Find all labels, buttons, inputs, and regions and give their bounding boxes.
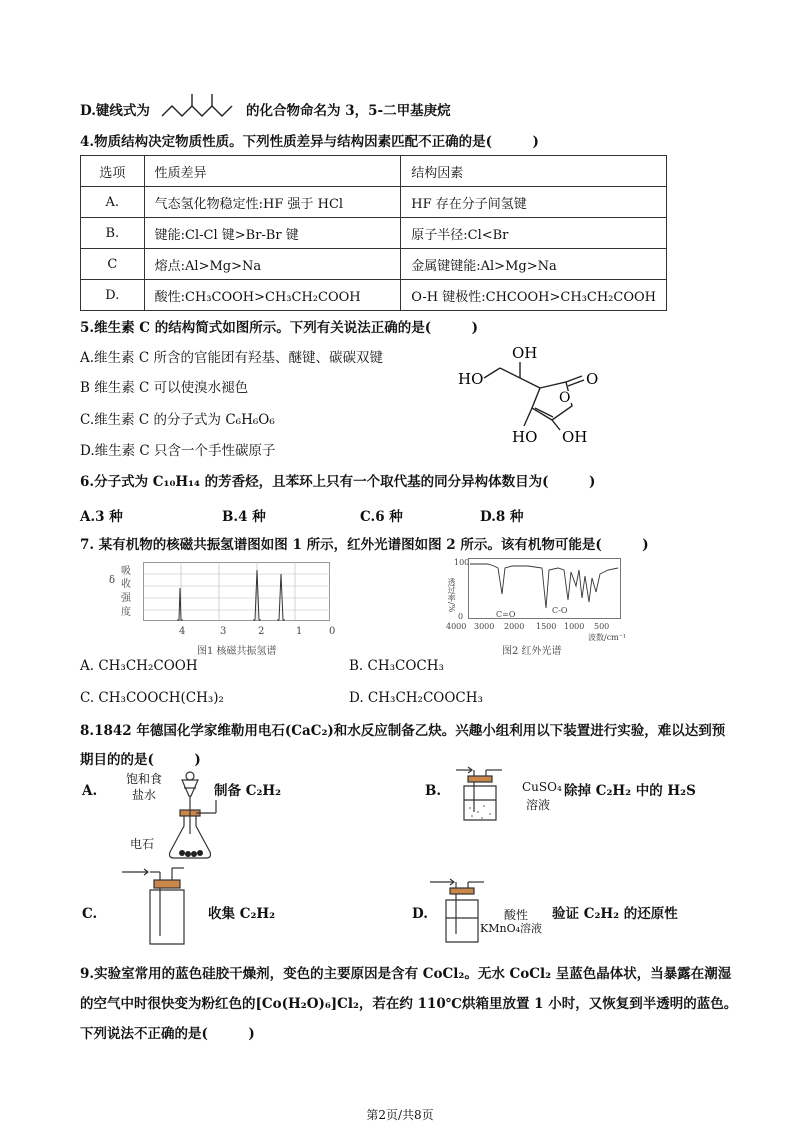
q7-option-c: C. CH₃COOCH(CH₃)₂ xyxy=(80,690,224,706)
nmr-delta-label: δ xyxy=(109,575,116,586)
table-row xyxy=(81,218,667,249)
nmr-ylabel-char: 强 xyxy=(121,593,131,604)
ir-y-top: 100 xyxy=(454,558,470,567)
struct-label: OH xyxy=(512,344,538,362)
q8-d-reagent1: 酸性 xyxy=(504,908,529,922)
table-cell: HF 存在分子间氢键 xyxy=(401,187,667,218)
nmr-ylabel-char: 收 xyxy=(121,579,131,590)
q7-option-b: B. CH₃COCH₃ xyxy=(349,658,444,674)
nmr-spectrum-plot xyxy=(143,562,343,626)
q8-a-reagent2: 盐水 xyxy=(132,788,157,802)
q8-c-desc: 收集 C₂H₂ xyxy=(208,906,276,922)
table-cell: 酸性:CH₃COOH>CH₃CH₂COOH xyxy=(144,280,401,311)
q8-c-letter: C. xyxy=(82,906,98,922)
q8-d-desc: 验证 C₂H₂ 的还原性 xyxy=(552,906,678,922)
ir-tick-label: 1500 xyxy=(536,622,557,631)
ir-xlabel: 波数/cm⁻¹ xyxy=(588,633,627,642)
table-cell: 气态氢化物稳定性:HF 强于 HCl xyxy=(144,187,401,218)
q5-option-b: B 维生素 C 可以使溴水褪色 xyxy=(80,380,249,396)
q3d-prefix: D.键线式为 xyxy=(80,103,150,119)
table-header-row xyxy=(81,156,667,187)
nmr-caption: 图1 核磁共振氢谱 xyxy=(197,646,277,657)
struct-label: O xyxy=(559,390,571,406)
q8-stem-line1: 8.1842 年德国化学家维勒用电石(CaC₂)和水反应制备乙炔。兴趣小组利用以下装置进行实验，难以达到预 xyxy=(80,723,726,739)
ir-tick-label: 2000 xyxy=(504,622,525,631)
vitamin-c-structure-icon xyxy=(448,338,618,450)
table-cell: C xyxy=(81,249,145,280)
skeletal-formula-icon xyxy=(160,92,238,128)
nmr-tick-label: 1 xyxy=(296,626,303,637)
q4-table xyxy=(80,155,667,311)
nmr-ylabel-char: 吸 xyxy=(121,566,131,577)
q8-a-letter: A. xyxy=(82,783,98,799)
q8-stem-line2: 期目的的是( ) xyxy=(80,752,201,768)
nmr-tick-label: 4 xyxy=(179,626,186,637)
q5-stem: 5.维生素 C 的结构简式如图所示。下列有关说法正确的是( ) xyxy=(80,320,479,336)
ir-mark-co: C=O xyxy=(496,610,516,619)
ir-tick-label: 500 xyxy=(594,622,610,631)
ir-caption: 图2 红外光谱 xyxy=(502,646,562,657)
erlenmeyer-flask-icon xyxy=(160,770,220,862)
struct-label: HO xyxy=(458,370,484,388)
table-header-cell: 结构因素 xyxy=(401,156,667,187)
q9-line1: 9.实验室常用的蓝色硅胶干燥剂，变色的主要原因是含有 CoCl₂。无水 CoCl₂ 呈蓝色晶体状，当暴露在潮湿 xyxy=(80,966,732,982)
gas-washing-bottle-icon xyxy=(452,764,522,824)
q6-option-d: D.8 种 xyxy=(480,509,524,525)
q7-stem: 7. 某有机物的核磁共振氢谱图如图 1 所示，红外光谱图如图 2 所示。该有机物可能是( ) xyxy=(80,537,649,553)
ir-mark-c-o: C-O xyxy=(552,606,568,615)
struct-label: O xyxy=(586,370,599,388)
ir-tick-label: 4000 xyxy=(446,622,467,631)
ir-tick-label: 1000 xyxy=(564,622,585,631)
table-cell: 金属键键能:Al>Mg>Na xyxy=(401,249,667,280)
q8-b-reagent1: CuSO₄ xyxy=(522,780,562,794)
q8-b-letter: B. xyxy=(425,783,442,799)
q6-option-b: B.4 种 xyxy=(222,509,266,525)
table-cell: 键能:Cl-Cl 键>Br-Br 键 xyxy=(144,218,401,249)
table-cell: 原子半径:Cl<Br xyxy=(401,218,667,249)
q8-a-solid: 电石 xyxy=(130,837,155,851)
q5-option-d: D.维生素 C 只含一个手性碳原子 xyxy=(80,443,276,459)
q6-option-c: C.6 种 xyxy=(360,509,403,525)
q8-b-desc: 除掉 C₂H₂ 中的 H₂S xyxy=(564,783,696,799)
ir-spectrum-plot xyxy=(468,558,628,622)
struct-label: OH xyxy=(562,428,588,446)
ir-ylabel: 透过率/% xyxy=(447,578,456,613)
ir-y-zero: 0 xyxy=(458,612,464,621)
q6-stem: 6.分子式为 C₁₀H₁₄ 的芳香烃，且苯环上只有一个取代基的同分异构体数目为( ) xyxy=(80,474,596,490)
table-row xyxy=(81,249,667,280)
q8-b-reagent2: 溶液 xyxy=(526,798,551,812)
table-row xyxy=(81,187,667,218)
ir-tick-label: 3000 xyxy=(474,622,495,631)
nmr-tick-label: 2 xyxy=(258,626,265,637)
table-cell: A. xyxy=(81,187,145,218)
q3d-suffix: 的化合物命名为 3，5-二甲基庚烷 xyxy=(246,103,451,119)
q8-a-desc: 制备 C₂H₂ xyxy=(214,783,282,799)
table-cell: B. xyxy=(81,218,145,249)
gas-collection-bottle-icon xyxy=(118,866,208,948)
table-cell: O-H 键极性:CHCOOH>CH₃CH₂COOH xyxy=(401,280,667,311)
q9-line2: 的空气中时很快变为粉红色的[Co(H₂O)₆]Cl₂，若在约 110℃烘箱里放置 1 小时，又恢复到半透明的蓝色。 xyxy=(80,996,738,1012)
q5-option-c: C.维生素 C 的分子式为 C₆H₆O₆ xyxy=(80,412,275,428)
q7-option-d: D. CH₃CH₂COOCH₃ xyxy=(349,690,483,706)
table-row xyxy=(81,280,667,311)
struct-label: HO xyxy=(512,428,538,446)
q8-d-letter: D. xyxy=(412,906,428,922)
nmr-figure xyxy=(105,560,345,660)
q4-stem: 4.物质结构决定物质性质。下列性质差异与结构因素匹配不正确的是( ) xyxy=(80,134,539,150)
q5-option-a: A.维生素 C 所含的官能团有羟基、醚键、碳碳双键 xyxy=(80,350,383,366)
q3-option-d xyxy=(80,101,150,121)
table-header-cell: 性质差异 xyxy=(144,156,401,187)
nmr-tick-label: 0 xyxy=(329,626,336,637)
page-footer: 第2页/共8页 xyxy=(366,1108,434,1122)
table-cell: 熔点:Al>Mg>Na xyxy=(144,249,401,280)
q8-d-reagent2: KMnO₄溶液 xyxy=(480,922,542,935)
q7-option-a: A. CH₃CH₂COOH xyxy=(80,658,198,674)
nmr-ylabel-char: 度 xyxy=(121,607,131,618)
table-header-cell: 选项 xyxy=(81,156,145,187)
nmr-tick-label: 3 xyxy=(220,626,227,637)
q6-option-a: A.3 种 xyxy=(80,509,123,525)
table-cell: D. xyxy=(81,280,145,311)
q9-line3: 下列说法不正确的是( ) xyxy=(80,1026,255,1042)
ir-figure xyxy=(440,556,640,661)
q8-a-reagent1: 饱和食 xyxy=(126,772,163,786)
